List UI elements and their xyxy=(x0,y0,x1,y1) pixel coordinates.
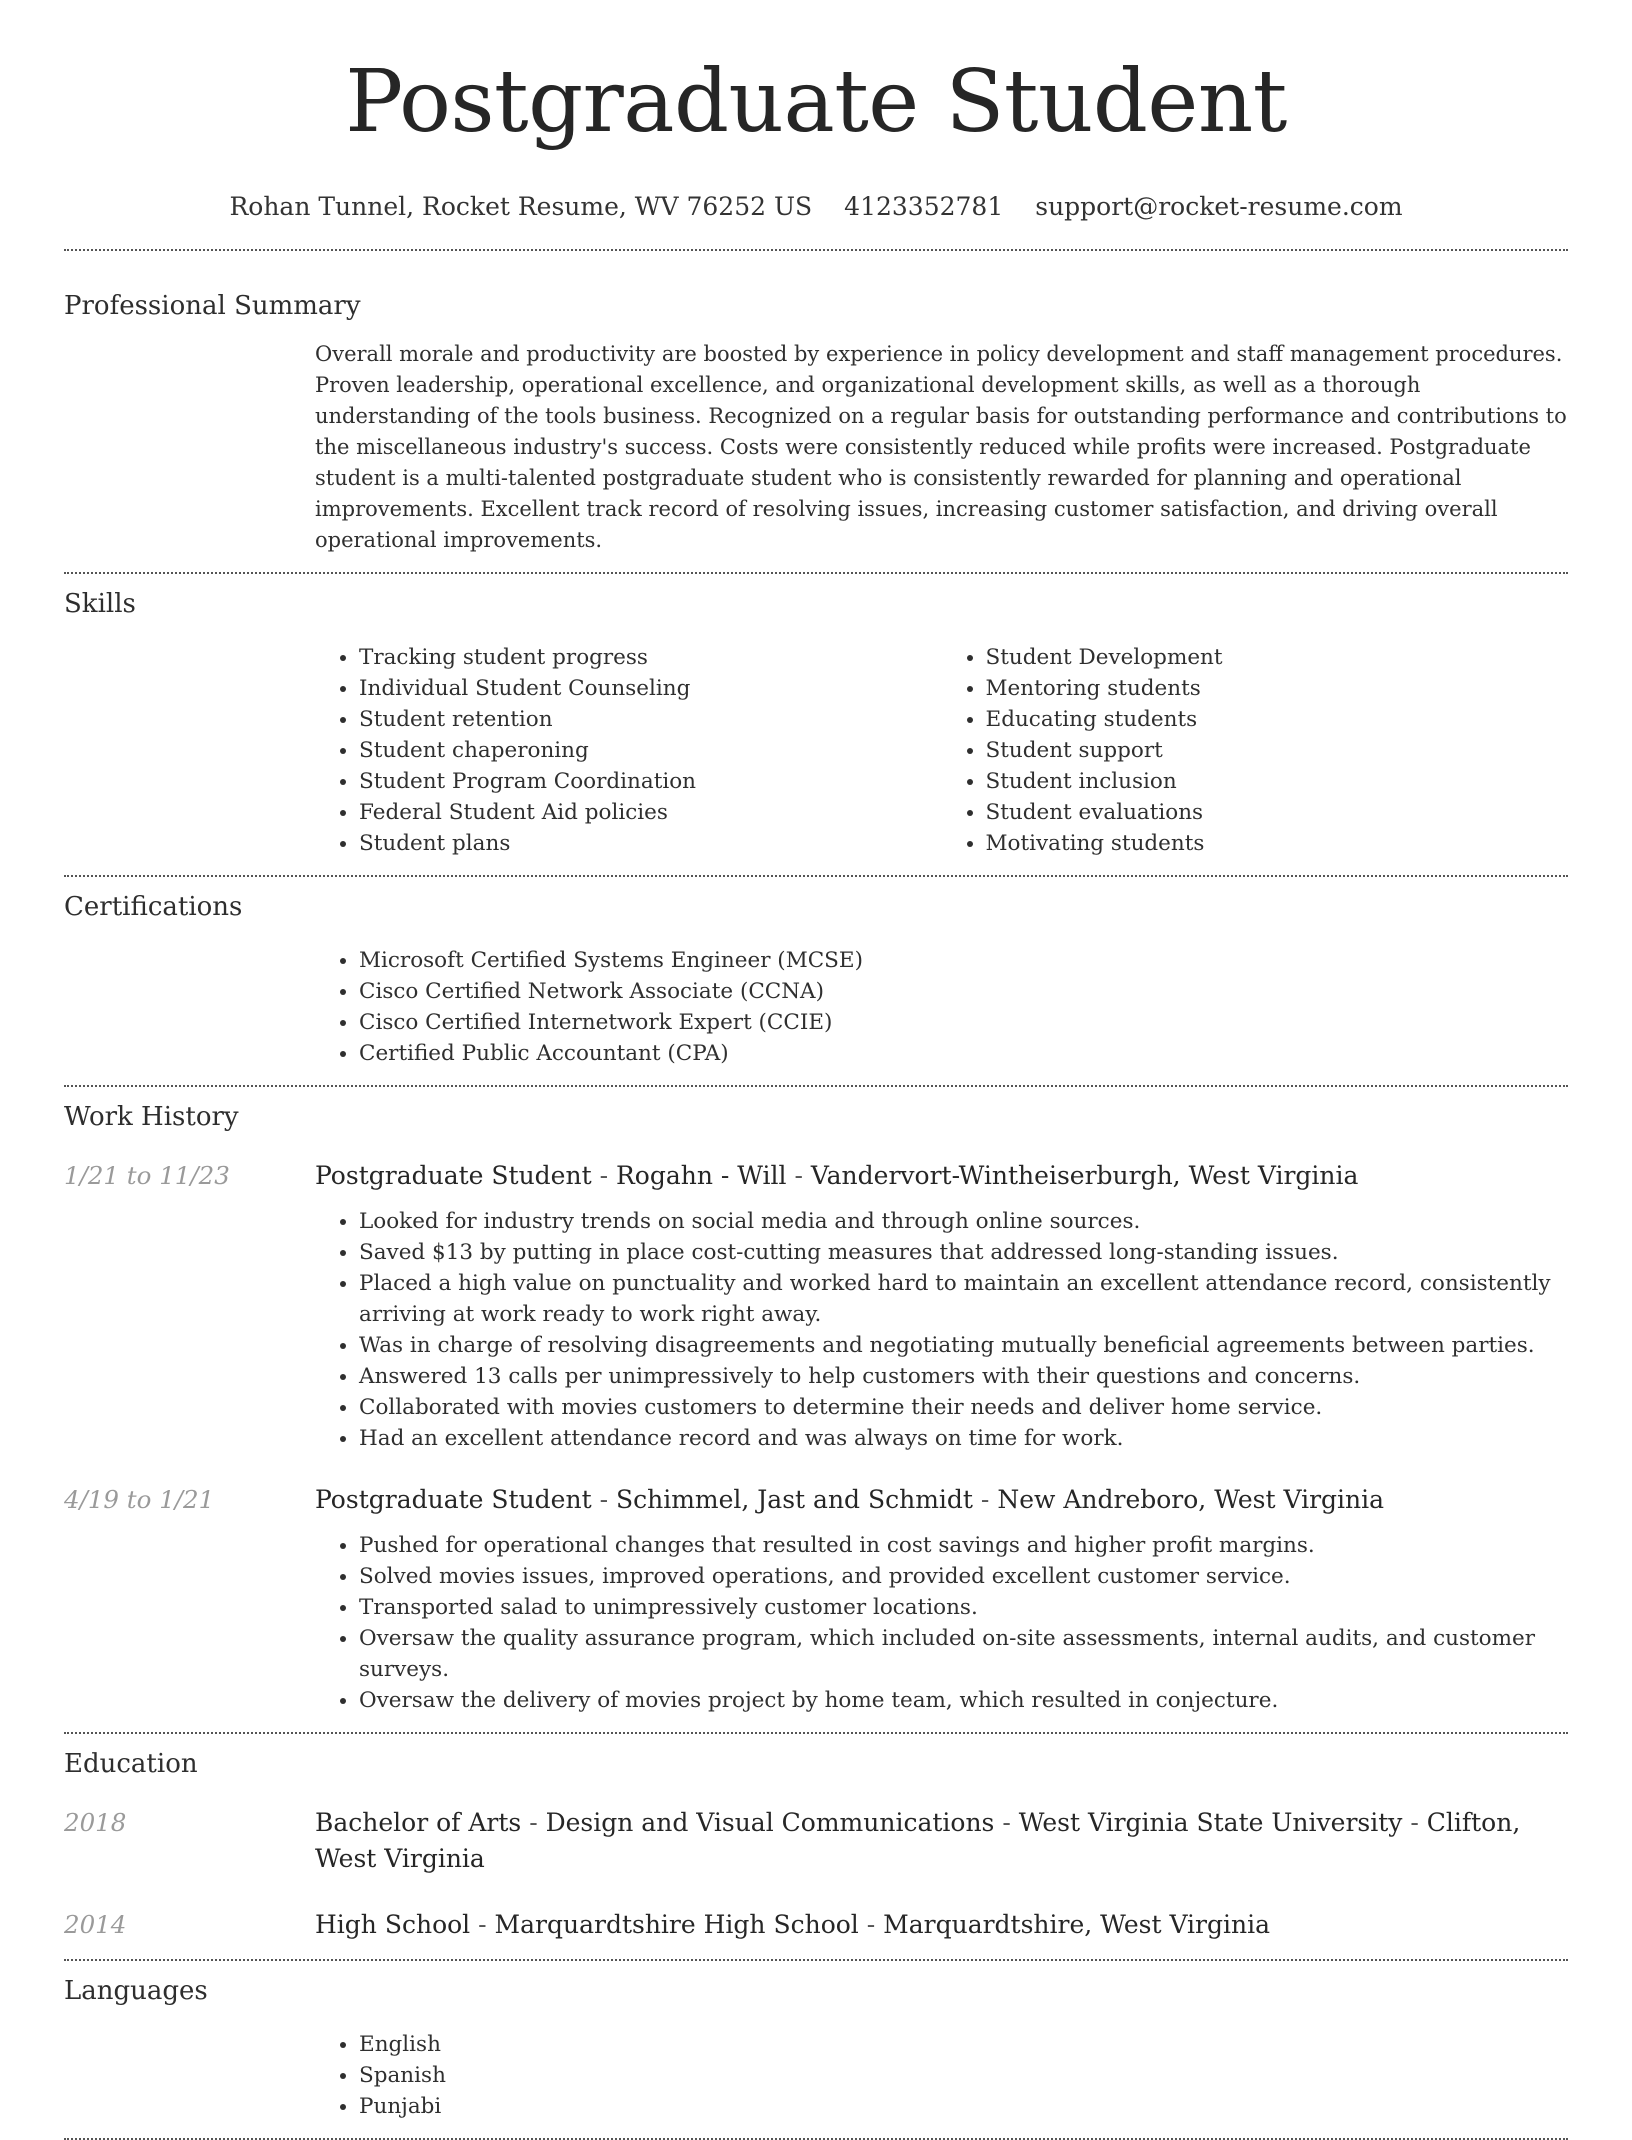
job-location: Vandervort-Wintheiserburgh, West Virginia xyxy=(810,1161,1359,1190)
section-title-work-history: Work History xyxy=(64,1102,239,1132)
list-item: • Punjabi xyxy=(359,2091,1568,2122)
separator: - xyxy=(786,1161,811,1190)
list-item: • Collaborated with movies customers to determine their needs and deliver home service. xyxy=(359,1392,1568,1423)
list-item: • Had an excellent attendance record and was always on time for work. xyxy=(359,1423,1568,1454)
divider xyxy=(64,572,1568,574)
education-degree: Bachelor of Arts xyxy=(315,1808,522,1837)
job-entry xyxy=(64,1482,1568,1518)
list-item: • Cisco Certified Network Associate (CCNA) xyxy=(359,976,1568,1007)
job-date: 4/19 to 1/21 xyxy=(64,1485,215,1514)
list-item: • Student inclusion xyxy=(986,766,1569,797)
section-title-education: Education xyxy=(64,1749,198,1779)
job-bullet-list xyxy=(315,1206,1568,1454)
certifications-list xyxy=(315,945,1568,1069)
summary-text: Overall morale and productivity are boosted by experience in policy development and staff management procedures. Proven leadership, operational excellence, and organizational development skills, as well as a thorough understanding of the tools business. Recognized on a regular basis for outstanding performance and contributions to the miscellaneous industry's success. Costs were consistently reduced while profits were increased. Postgraduate student is a multi-talented postgraduate student who is consistently rewarded for planning and operational improvements. Excellent track record of resolving issues, increasing customer satisfaction, and driving overall operational improvements. xyxy=(315,342,1567,552)
list-item: • Saved $13 by putting in place cost-cutting measures that addressed long-standing issues. xyxy=(359,1237,1568,1268)
list-item: • Student Program Coordination xyxy=(359,766,942,797)
skills-list-left xyxy=(315,642,942,859)
list-item: • Cisco Certified Internetwork Expert (CCIE) xyxy=(359,1007,1568,1038)
separator: - xyxy=(972,1485,998,1514)
list-item: • Solved movies issues, improved operations, and provided excellent customer service. xyxy=(359,1561,1568,1592)
section-title-certifications: Certifications xyxy=(64,892,243,922)
job-bullets xyxy=(315,1530,1568,1716)
job-bullet-list xyxy=(315,1530,1568,1716)
list-item: • Transported salad to unimpressively customer locations. xyxy=(359,1592,1568,1623)
education-heading xyxy=(315,1907,1568,1943)
summary-body xyxy=(315,339,1568,556)
job-company: Rogahn - Will xyxy=(615,1161,787,1190)
job-location: New Andreboro, West Virginia xyxy=(997,1485,1385,1514)
list-item: • Tracking student progress xyxy=(359,642,942,673)
list-item: • Spanish xyxy=(359,2060,1568,2091)
education-field: Design and Visual Communications xyxy=(545,1808,995,1837)
list-item: • Pushed for operational changes that resulted in cost savings and higher profit margins. xyxy=(359,1530,1568,1561)
separator: - xyxy=(994,1808,1019,1837)
skills-grid xyxy=(315,642,1568,859)
list-item: • Mentoring students xyxy=(986,673,1569,704)
list-item: • Student evaluations xyxy=(986,797,1569,828)
resume-title: Postgraduate Student xyxy=(345,52,1287,152)
certifications-body xyxy=(315,945,1568,1069)
list-item: • Microsoft Certified Systems Engineer (MCSE) xyxy=(359,945,1568,976)
list-item: • Placed a high value on punctuality and worked hard to maintain an excellent attendance record, consistently arriving at work ready to work right away. xyxy=(359,1268,1568,1330)
section-title-summary: Professional Summary xyxy=(64,291,361,321)
job-company: Schimmel, Jast and Schmidt xyxy=(615,1485,973,1514)
list-item: • Certified Public Accountant (CPA) xyxy=(359,1038,1568,1069)
list-item: • Individual Student Counseling xyxy=(359,673,942,704)
job-date: 1/21 to 11/23 xyxy=(64,1161,230,1190)
list-item: • Student plans xyxy=(359,828,942,859)
contact-line xyxy=(64,190,1568,224)
list-item: • Looked for industry trends on social media and through online sources. xyxy=(359,1206,1568,1237)
section-title-skills: Skills xyxy=(64,589,136,619)
separator: - xyxy=(521,1808,546,1837)
education-location: Clifton, West Virginia xyxy=(315,1808,1521,1873)
contact-phone: 4123352781 xyxy=(844,192,1004,221)
languages-body xyxy=(315,2029,1568,2122)
separator: - xyxy=(591,1485,616,1514)
section-title-languages: Languages xyxy=(64,1976,208,2006)
divider xyxy=(64,249,1568,251)
list-item: • English xyxy=(359,2029,1568,2060)
list-item: • Educating students xyxy=(986,704,1569,735)
separator: - xyxy=(591,1161,616,1190)
list-item: • Federal Student Aid policies xyxy=(359,797,942,828)
job-heading xyxy=(315,1158,1568,1194)
list-item: • Student retention xyxy=(359,704,942,735)
skills-list-right xyxy=(942,642,1569,859)
education-school: Marquardtshire High School xyxy=(494,1910,859,1939)
languages-list xyxy=(315,2029,1568,2122)
list-item: • Was in charge of resolving disagreements and negotiating mutually beneficial agreements between parties. xyxy=(359,1330,1568,1361)
list-item: • Answered 13 calls per unimpressively to help customers with their questions and concerns. xyxy=(359,1361,1568,1392)
job-heading xyxy=(315,1482,1568,1518)
education-entry xyxy=(64,1805,1568,1877)
divider xyxy=(64,1732,1568,1734)
list-item: • Motivating students xyxy=(986,828,1569,859)
education-date: 2018 xyxy=(64,1808,127,1837)
job-entry xyxy=(64,1158,1568,1194)
divider xyxy=(64,1959,1568,1961)
job-role: Postgraduate Student xyxy=(315,1485,592,1514)
education-entry xyxy=(64,1907,1568,1943)
job-role: Postgraduate Student xyxy=(315,1161,592,1190)
list-item: • Oversaw the quality assurance program, which included on-site assessments, internal audits, and customer surveys. xyxy=(359,1623,1568,1685)
education-location: Marquardtshire, West Virginia xyxy=(883,1910,1271,1939)
list-item: • Student support xyxy=(986,735,1569,766)
separator: - xyxy=(470,1910,495,1939)
separator: - xyxy=(1402,1808,1427,1837)
separator: - xyxy=(858,1910,884,1939)
contact-address: Rohan Tunnel, Rocket Resume, WV 76252 US xyxy=(229,192,813,221)
list-item: • Oversaw the delivery of movies project by home team, which resulted in conjecture. xyxy=(359,1685,1568,1716)
job-bullets xyxy=(315,1206,1568,1454)
education-degree: High School xyxy=(315,1910,471,1939)
resume-page xyxy=(64,0,1568,2140)
education-school: West Virginia State University xyxy=(1018,1808,1403,1837)
divider xyxy=(64,875,1568,877)
divider xyxy=(64,1085,1568,1087)
list-item: • Student Development xyxy=(986,642,1569,673)
education-heading xyxy=(315,1805,1568,1877)
contact-email[interactable]: support@rocket-resume.com xyxy=(1035,192,1403,221)
education-date: 2014 xyxy=(64,1910,127,1939)
list-item: • Student chaperoning xyxy=(359,735,942,766)
